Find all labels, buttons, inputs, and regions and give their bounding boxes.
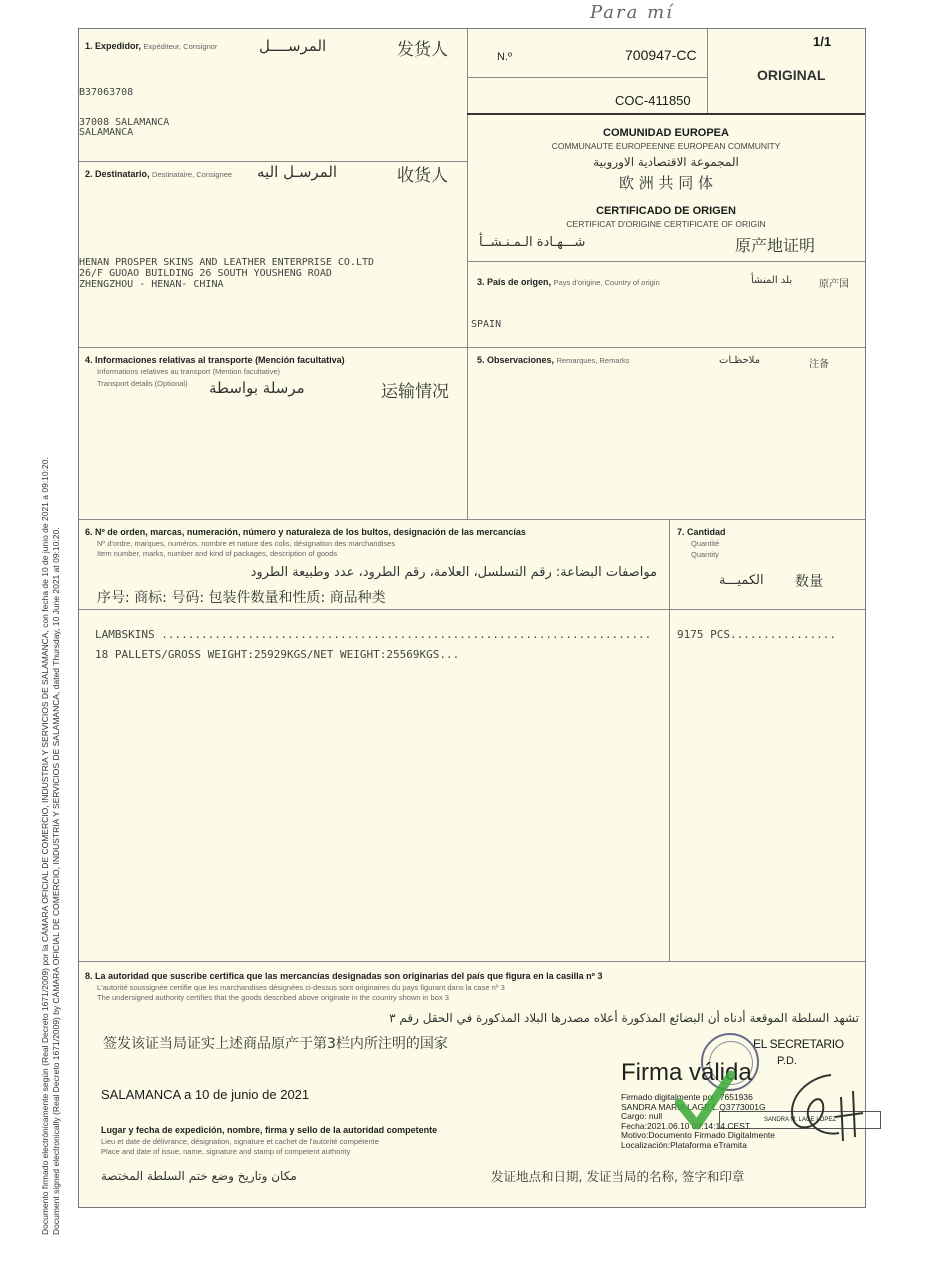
- box7-chinese: 数量: [795, 574, 823, 590]
- consignor-address-2: SALAMANCA: [79, 127, 134, 138]
- signature-line: Motivo:Documento Firmado Digitalmente: [621, 1130, 776, 1140]
- box8-chinese: 签发该证当局证实上述商品原产于第3栏内所注明的国家: [103, 1036, 448, 1052]
- box2-label: 2. Destinatario, Destinataire, Consignee: [85, 169, 233, 179]
- goods-description: LAMBSKINS ..........................................................................: [95, 628, 652, 641]
- signature-line: SANDRA MARIA LAGE L.Q3773001G: [621, 1101, 766, 1112]
- certificate-form: [78, 28, 866, 1208]
- box7-en: Quantity: [691, 550, 719, 559]
- header-community-translations: COMMUNAUTE EUROPEENNE EUROPEAN COMMUNITY: [551, 141, 781, 151]
- signature-line: Fecha:2021.06.10 09:14:14 CEST: [621, 1120, 751, 1131]
- header-chinese-2: 原产地证明: [735, 236, 816, 255]
- number-label: N.º: [497, 51, 513, 63]
- signature-line: Localización:Plataforma eTramita: [621, 1139, 747, 1150]
- box1-label: 1. Expedidor, Expéditeur, Consignor: [85, 41, 218, 51]
- box6-chinese: 序号: 商标: 号码: 包装件数量和性质: 商品种类: [97, 590, 386, 606]
- place-label: Lugar y fecha de expedición, nombre, firma y sello de la autoridad competente: [101, 1125, 438, 1135]
- valid-checkmark-icon: [675, 1069, 735, 1131]
- consignor-id: B37063708: [79, 87, 134, 98]
- handwritten-note: Para mí: [590, 2, 674, 23]
- secretary-pd: P.D.: [777, 1055, 797, 1067]
- box7-arabic: الكميـــة: [719, 573, 764, 588]
- consignee-address-2: ZHENGZHOU - HENAN- CHINA: [79, 279, 224, 290]
- bottom-arabic: مكان وتاريخ وضع ختم السلطة المختصة: [101, 1169, 297, 1183]
- box4-fr: Informations relatives au transport (Mention facultative): [97, 367, 280, 376]
- consignee-name: HENAN PROSPER SKINS AND LEATHER ENTERPRISE CO.LTD: [79, 257, 375, 268]
- box3-arabic: بلد المنشأ: [751, 275, 793, 286]
- place-label-en: Place and date of issue, name, signature and stamp of competent authority: [101, 1147, 351, 1156]
- side-text-es: Documento firmado electrónicamente según (Real Decreto 1671/2009) por la CÁMARA OFICIAL DE COMERCIO, INDUSTRIA Y SERVICIOS DE SALAMANCA, con fecha de 10 de junio de 2021 a 09:10:20.: [40, 457, 50, 1235]
- quantity-value: 9175 PCS................: [677, 628, 836, 641]
- stamp-name-box: SANDRA M. LAGE LOPEZ: [719, 1111, 881, 1129]
- box5-chinese: 注备: [809, 359, 829, 370]
- signature-line: Firmado digitalmente por: 7651936: [621, 1092, 753, 1102]
- box7-fr: Quantité: [691, 539, 720, 548]
- box8-en: The undersigned authority certifies that the goods described above originate in the country shown in box 3: [97, 993, 449, 1002]
- copy-type: ORIGINAL: [757, 67, 826, 83]
- secretary-title: EL SECRETARIO: [753, 1037, 844, 1051]
- box8-fr: L'autorité soussignée certifie que les marchandises désignées ci-dessus sont originaires du pays figurant dans la case nº 3: [97, 983, 505, 992]
- header-certificate: CERTIFICADO DE ORIGEN: [596, 205, 736, 217]
- page-indicator: 1/1: [813, 34, 832, 49]
- side-text-en: Document signed electronically (Real Decreto 1671/2009) by CÁMARA OFICIAL DE COMERCIO, INDUSTRIA Y SERVICIOS DE SALAMANCA, dated Thursday, 10 June 2021 at 09:10:20.: [51, 527, 61, 1235]
- box6-arabic: مواصفات البضاعة: رقم التسلسل، العلامة، رقم الطرود، عدد وطبيعة الطرود: [250, 565, 657, 580]
- box3-chinese: 原产国: [819, 279, 849, 290]
- box6-label: 6. Nº de orden, marcas, numeración, número y naturaleza de los bultos, designación de las mercancías: [85, 527, 526, 537]
- header-community: COMUNIDAD EUROPEA: [603, 127, 729, 139]
- signature-title: Firma válida: [621, 1059, 752, 1086]
- box4-chinese: 运输情况: [381, 382, 449, 402]
- box4-en: Transport details (Optional): [97, 379, 188, 388]
- header-certificate-translations: CERTIFICAT D'ORIGINE CERTIFICATE OF ORIGIN: [566, 219, 766, 229]
- box8-label: 8. La autoridad que suscribe certifica que las mercancías designadas son originarias del país que figura en la casilla nº 3: [85, 971, 603, 981]
- country-of-origin: SPAIN: [471, 319, 502, 330]
- reference-code: COC-411850: [615, 93, 691, 108]
- header-chinese-1: 欧 洲 共 同 体: [618, 174, 714, 192]
- box7-label: 7. Cantidad: [677, 527, 726, 537]
- box2-chinese: 收货人: [397, 166, 448, 186]
- box1-chinese: 发货人: [397, 40, 448, 60]
- signature-line: Cargo: null: [621, 1111, 663, 1121]
- header-arabic-2: شـــهـادة الـمـنـشــأ: [479, 235, 586, 250]
- consignee-address-1: 26/F GUOAO BUILDING 26 SOUTH YOUSHENG ROAD: [79, 268, 332, 279]
- place-and-date: SALAMANCA a 10 de junio de 2021: [101, 1087, 310, 1102]
- handwritten-signature: [779, 1067, 865, 1151]
- box2-arabic: المرسـل اليه: [257, 163, 338, 181]
- bottom-chinese: 发证地点和日期, 发证当局的名称, 签字和印章: [491, 1169, 745, 1184]
- box8-arabic: تشهد السلطة الموقعة أدناه أن البضائع المذكورة أعلاه مصدرها البلاد المذكورة في الحقل رقم ٣: [389, 1011, 859, 1025]
- box4-arabic: مرسلة بواسطة: [209, 379, 305, 397]
- box5-label: 5. Observaciones, Remarques, Remarks: [477, 355, 630, 365]
- box6-fr: Nº d'ordre, marques, numéros, nombre et nature des colis, désignation des marchandises: [97, 539, 396, 548]
- side-certification-text: [40, 457, 62, 1235]
- document-number: 700947-CC: [625, 47, 697, 63]
- place-label-fr: Lieu et date de délivrance, désignation, signature et cachet de l'autorité compétente: [101, 1137, 379, 1146]
- header-arabic-1: المجموعة الاقتصادية الاوروبية: [593, 155, 739, 169]
- box4-label: 4. Informaciones relativas al transporte (Mención facultativa): [85, 355, 345, 365]
- box1-arabic: المرســــل: [259, 37, 327, 55]
- box5-arabic: ملاحظـات: [719, 355, 761, 366]
- consignor-address-1: 37008 SALAMANCA: [79, 117, 170, 128]
- box3-label: 3. País de origen, Pays d'origine, Country of origin: [477, 277, 660, 287]
- goods-weights: 18 PALLETS/GROSS WEIGHT:25929KGS/NET WEIGHT:25569KGS...: [95, 648, 460, 661]
- box6-en: Item number, marks, number and kind of packages, description of goods: [97, 549, 338, 558]
